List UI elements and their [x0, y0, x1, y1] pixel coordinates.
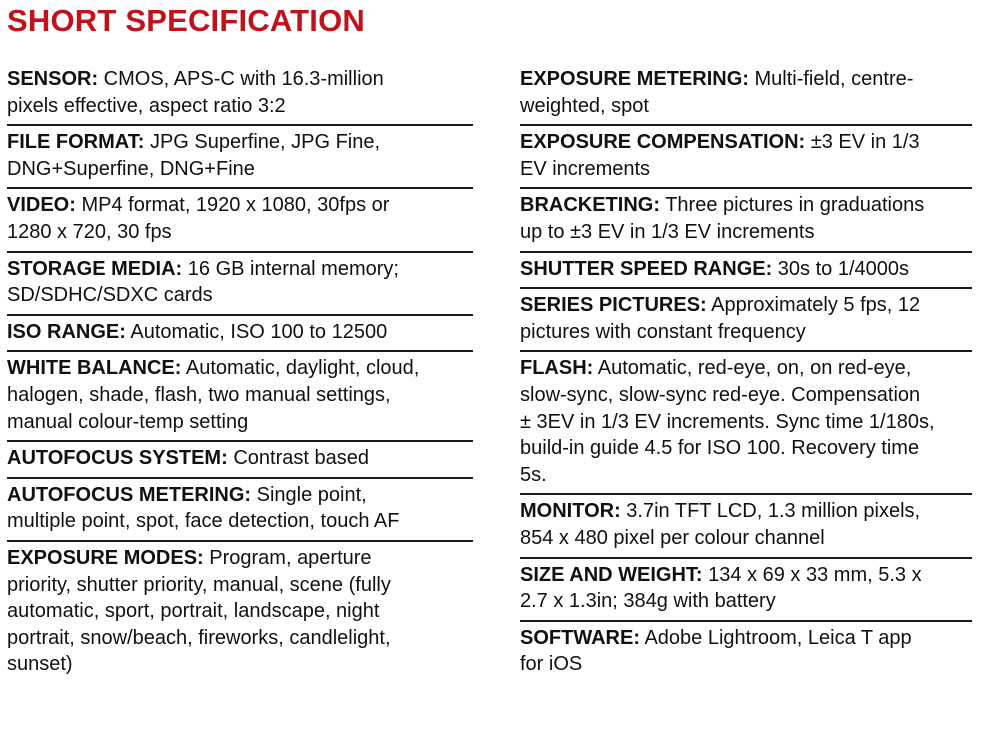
spec-item — [7, 482, 473, 542]
spec-column-right — [520, 66, 972, 686]
spec-line — [520, 651, 972, 678]
spec-value: Three pictures in graduations — [660, 194, 925, 217]
spec-line — [7, 256, 473, 283]
spec-value: Automatic, red-eye, on, on red-eye, — [593, 357, 912, 380]
spec-item — [520, 129, 972, 189]
spec-label: WHITE BALANCE: — [7, 357, 182, 380]
spec-line — [520, 409, 972, 436]
spec-item — [520, 498, 972, 558]
spec-label: VIDEO: — [7, 194, 76, 217]
spec-item — [520, 256, 972, 290]
spec-item — [520, 192, 972, 252]
spec-value: Single point, — [251, 483, 367, 506]
spec-line — [520, 93, 972, 120]
spec-item — [7, 66, 473, 126]
spec-value: up to ±3 EV in 1/3 EV increments — [520, 220, 815, 243]
spec-label: AUTOFOCUS SYSTEM: — [7, 447, 228, 470]
spec-item — [520, 292, 972, 352]
spec-line — [520, 625, 972, 652]
spec-label: EXPOSURE COMPENSATION: — [520, 131, 806, 154]
spec-value: ± 3EV in 1/3 EV increments. Sync time 1/180s, — [520, 410, 935, 433]
spec-column-left — [7, 66, 473, 686]
spec-value: build-in guide 4.5 for ISO 100. Recovery time — [520, 437, 920, 460]
spec-value: 5s. — [520, 463, 547, 486]
page-title: SHORT SPECIFICATION — [7, 3, 366, 38]
spec-line — [7, 156, 473, 183]
spec-line — [7, 219, 473, 246]
spec-value: JPG Superfine, JPG Fine, — [144, 131, 381, 154]
spec-item — [7, 319, 473, 353]
spec-value: weighted, spot — [520, 94, 649, 117]
spec-label: MONITOR: — [520, 500, 621, 523]
spec-value: halogen, shade, flash, two manual settings, — [7, 383, 391, 406]
spec-label: EXPOSURE MODES: — [7, 546, 204, 569]
spec-line — [520, 588, 972, 615]
spec-line — [7, 192, 473, 219]
spec-line — [7, 382, 473, 409]
spec-label: SERIES PICTURES: — [520, 294, 707, 317]
spec-value: priority, shutter priority, manual, scene (fully — [7, 573, 391, 596]
spec-value: EV increments — [520, 157, 651, 180]
spec-item — [520, 562, 972, 622]
spec-item — [7, 129, 473, 189]
spec-label: FLASH: — [520, 357, 594, 380]
spec-label: SOFTWARE: — [520, 626, 640, 649]
spec-value: for iOS — [520, 653, 583, 676]
spec-line — [520, 219, 972, 246]
spec-value: manual colour-temp setting — [7, 410, 249, 433]
spec-line — [520, 382, 972, 409]
spec-label: BRACKETING: — [520, 194, 660, 217]
spec-value: automatic, sport, portrait, landscape, night — [7, 600, 380, 623]
spec-label: STORAGE MEDIA: — [7, 257, 183, 280]
spec-label: EXPOSURE METERING: — [520, 68, 749, 90]
spec-value: Automatic, ISO 100 to 12500 — [125, 320, 388, 343]
spec-value: 30s to 1/4000s — [772, 257, 910, 280]
spec-value: Approximately 5 fps, 12 — [706, 294, 921, 317]
spec-line — [7, 129, 473, 156]
spec-label: SIZE AND WEIGHT: — [520, 563, 703, 586]
spec-item — [7, 256, 473, 316]
spec-line — [520, 355, 972, 382]
spec-line — [520, 192, 972, 219]
spec-line — [7, 598, 473, 625]
spec-line — [520, 525, 972, 552]
spec-line — [7, 508, 473, 535]
spec-value: DNG+Superfine, DNG+Fine — [7, 157, 255, 180]
spec-item — [7, 545, 473, 683]
spec-line — [520, 319, 972, 346]
spec-value: portrait, snow/beach, fireworks, candlelight, — [7, 626, 391, 649]
spec-line — [7, 545, 473, 572]
spec-line — [7, 282, 473, 309]
spec-value: 2.7 x 1.3in; 384g with battery — [520, 590, 776, 613]
spec-line — [520, 66, 972, 93]
spec-item — [7, 355, 473, 442]
spec-label: SHUTTER SPEED RANGE: — [520, 257, 773, 280]
spec-line — [7, 93, 473, 120]
spec-line — [7, 445, 473, 472]
spec-line — [7, 482, 473, 509]
spec-value: Automatic, daylight, cloud, — [181, 357, 420, 380]
spec-value: 3.7in TFT LCD, 1.3 million pixels, — [620, 500, 921, 523]
spec-line — [7, 572, 473, 599]
spec-value: MP4 format, 1920 x 1080, 30fps or — [75, 194, 390, 217]
spec-label: AUTOFOCUS METERING: — [7, 483, 252, 506]
spec-line — [520, 129, 972, 156]
spec-item — [520, 625, 972, 683]
spec-value: ±3 EV in 1/3 — [805, 131, 920, 154]
spec-item — [520, 66, 972, 126]
spec-item — [7, 445, 473, 479]
spec-label: FILE FORMAT: — [7, 131, 145, 154]
spec-line — [7, 409, 473, 436]
spec-value: SD/SDHC/SDXC cards — [7, 284, 213, 307]
spec-label: SENSOR: — [7, 68, 99, 90]
spec-value: 854 x 480 pixel per colour channel — [520, 526, 825, 549]
spec-line — [7, 319, 473, 346]
spec-value: slow-sync, slow-sync red-eye. Compensation — [520, 383, 921, 406]
spec-value: Contrast based — [227, 447, 369, 470]
spec-value: Adobe Lightroom, Leica T app — [640, 626, 912, 649]
spec-label: ISO RANGE: — [7, 320, 126, 343]
spec-line — [7, 355, 473, 382]
spec-line — [520, 292, 972, 319]
spec-value: 134 x 69 x 33 mm, 5.3 x — [702, 563, 922, 586]
spec-item — [520, 355, 972, 495]
spec-value: CMOS, APS-C with 16.3-million — [98, 68, 384, 90]
spec-line — [520, 156, 972, 183]
spec-line — [520, 256, 972, 283]
spec-value: Program, aperture — [203, 546, 372, 569]
spec-item — [7, 192, 473, 252]
spec-value: multiple point, spot, face detection, touch AF — [7, 510, 400, 533]
spec-line — [520, 562, 972, 589]
spec-value: Multi-field, centre- — [748, 68, 914, 90]
spec-line — [520, 435, 972, 462]
spec-value: pixels effective, aspect ratio 3:2 — [7, 94, 286, 117]
spec-line — [520, 498, 972, 525]
spec-line — [520, 462, 972, 489]
spec-line — [7, 651, 473, 678]
spec-value: sunset) — [7, 653, 73, 676]
spec-line — [7, 66, 473, 93]
spec-line — [7, 625, 473, 652]
spec-value: 16 GB internal memory; — [182, 257, 399, 280]
spec-value: pictures with constant frequency — [520, 320, 806, 343]
spec-value: 1280 x 720, 30 fps — [7, 220, 172, 243]
